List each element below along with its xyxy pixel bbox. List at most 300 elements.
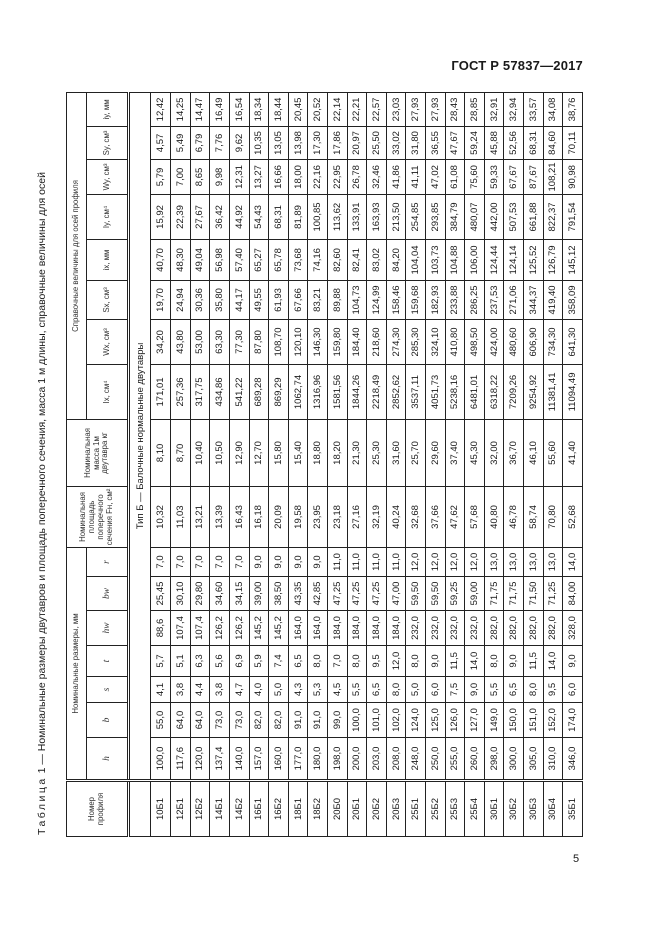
table-cell: 49,04 bbox=[190, 239, 210, 280]
table-cell: 13,27 bbox=[249, 159, 269, 194]
table-cell: 104,88 bbox=[445, 239, 465, 280]
table-cell: 4,3 bbox=[288, 677, 308, 703]
table-cell: 254,85 bbox=[406, 194, 426, 239]
table-cell: 255,0 bbox=[445, 738, 465, 781]
table-cell: 160,0 bbox=[269, 738, 289, 781]
table-cell: 822,37 bbox=[543, 194, 563, 239]
profile-number-cell: 30Б4 bbox=[543, 781, 563, 837]
table-cell: 34,20 bbox=[151, 319, 171, 364]
table-cell: 120,10 bbox=[288, 319, 308, 364]
table-cell: 54,43 bbox=[249, 194, 269, 239]
table-cell: 233,88 bbox=[445, 280, 465, 319]
table-cell: 6,3 bbox=[190, 646, 210, 677]
table-row bbox=[543, 92, 563, 836]
table-cell: 43,35 bbox=[288, 577, 308, 611]
table-cell: 87,67 bbox=[524, 159, 544, 194]
table-cell: 7,0 bbox=[210, 547, 230, 576]
page-number: 5 bbox=[573, 853, 580, 865]
table-cell: 606,90 bbox=[524, 319, 544, 364]
table-cell: 44,17 bbox=[229, 280, 249, 319]
table-cell: 107,4 bbox=[171, 611, 191, 646]
table-cell: 14,0 bbox=[563, 547, 583, 576]
table-cell: 1844,26 bbox=[347, 364, 367, 419]
table-cell: 67,66 bbox=[288, 280, 308, 319]
table-cell: 46,10 bbox=[524, 419, 544, 486]
profile-number-cell: 20Б1 bbox=[347, 781, 367, 837]
table-cell: 410,80 bbox=[445, 319, 465, 364]
table-cell: 36,42 bbox=[210, 194, 230, 239]
profile-number-cell: 18Б2 bbox=[308, 781, 328, 837]
header-sy: Sy, см³ bbox=[87, 126, 129, 159]
table-cell: 198,0 bbox=[327, 738, 347, 781]
table-cell: 82,60 bbox=[327, 239, 347, 280]
table-cell: 47,25 bbox=[347, 577, 367, 611]
table-cell: 14,25 bbox=[171, 92, 191, 126]
table-cell: 71,75 bbox=[504, 577, 524, 611]
table-cell: 64,0 bbox=[190, 703, 210, 738]
table-cell: 10,50 bbox=[210, 419, 230, 486]
table-cell: 47,62 bbox=[445, 486, 465, 547]
table-cell: 5,1 bbox=[171, 646, 191, 677]
table-cell: 27,93 bbox=[406, 92, 426, 126]
table-cell: 8,0 bbox=[484, 646, 504, 677]
table-cell: 55,60 bbox=[543, 419, 563, 486]
caption-prefix: Таблица bbox=[36, 776, 48, 835]
table-cell: 7,0 bbox=[190, 547, 210, 576]
table-cell: 480,07 bbox=[465, 194, 485, 239]
table-cell: 9,5 bbox=[367, 646, 387, 677]
header-wy: Wy, см³ bbox=[87, 159, 129, 194]
table-cell: 15,40 bbox=[288, 419, 308, 486]
table-cell: 36,55 bbox=[425, 126, 445, 159]
table-cell: 11,0 bbox=[367, 547, 387, 576]
table-cell: 47,02 bbox=[425, 159, 445, 194]
table-cell: 133,91 bbox=[347, 194, 367, 239]
table-cell: 8,0 bbox=[406, 646, 426, 677]
table-cell: 32,91 bbox=[484, 92, 504, 126]
table-cell: 52,56 bbox=[504, 126, 524, 159]
table-cell: 232,0 bbox=[425, 611, 445, 646]
table-cell: 250,0 bbox=[425, 738, 445, 781]
table-cell: 56,98 bbox=[210, 239, 230, 280]
table-cell: 100,85 bbox=[308, 194, 328, 239]
table-cell: 218,60 bbox=[367, 319, 387, 364]
table-cell: 285,30 bbox=[406, 319, 426, 364]
table-cell: 3537,11 bbox=[406, 364, 426, 419]
table-cell: 99,0 bbox=[327, 703, 347, 738]
table-cell: 22,21 bbox=[347, 92, 367, 126]
standard-id: ГОСТ Р 57837—2017 bbox=[451, 58, 583, 73]
table-cell: 82,0 bbox=[269, 703, 289, 738]
table-cell: 12,0 bbox=[465, 547, 485, 576]
table-cell: 11,5 bbox=[445, 646, 465, 677]
profile-number-cell: 14Б2 bbox=[229, 781, 249, 837]
table-cell: 1316,96 bbox=[308, 364, 328, 419]
table-cell: 67,67 bbox=[504, 159, 524, 194]
table-cell: 271,06 bbox=[504, 280, 524, 319]
table-cell: 174,0 bbox=[563, 703, 583, 738]
table-cell: 16,49 bbox=[210, 92, 230, 126]
table-cell: 305,0 bbox=[524, 738, 544, 781]
table-cell: 46,78 bbox=[504, 486, 524, 547]
table-cell: 12,0 bbox=[445, 547, 465, 576]
table-cell: 37,40 bbox=[445, 419, 465, 486]
table-cell: 13,0 bbox=[504, 547, 524, 576]
table-cell: 89,88 bbox=[327, 280, 347, 319]
table-cell: 232,0 bbox=[445, 611, 465, 646]
table-cell: 11,0 bbox=[347, 547, 367, 576]
table-cell: 126,2 bbox=[210, 611, 230, 646]
table-cell: 282,0 bbox=[484, 611, 504, 646]
table-cell: 9,0 bbox=[249, 547, 269, 576]
table-cell: 4,5 bbox=[327, 677, 347, 703]
table-cell: 8,0 bbox=[386, 677, 406, 703]
table-cell: 6,5 bbox=[504, 677, 524, 703]
table-cell: 257,36 bbox=[171, 364, 191, 419]
table-cell: 126,79 bbox=[543, 239, 563, 280]
table-cell: 124,14 bbox=[504, 239, 524, 280]
table-cell: 22,95 bbox=[327, 159, 347, 194]
table-cell: 22,14 bbox=[327, 92, 347, 126]
header-reference-values: Справочные величины для осей профиля bbox=[67, 92, 87, 419]
table-cell: 28,43 bbox=[445, 92, 465, 126]
header-nominal-dimensions: Номинальные размеры, мм bbox=[67, 547, 87, 780]
table-cell: 10,40 bbox=[190, 419, 210, 486]
table-cell: 7,5 bbox=[445, 677, 465, 703]
table-cell: 14,47 bbox=[190, 92, 210, 126]
table-cell: 70,11 bbox=[563, 126, 583, 159]
table-row bbox=[347, 92, 367, 836]
table-cell: 286,25 bbox=[465, 280, 485, 319]
table-cell: 150,0 bbox=[504, 703, 524, 738]
table-cell: 84,00 bbox=[563, 577, 583, 611]
type-row bbox=[129, 92, 151, 836]
table-cell: 177,0 bbox=[288, 738, 308, 781]
table-cell: 137,4 bbox=[210, 738, 230, 781]
table-cell: 9,98 bbox=[210, 159, 230, 194]
table-cell: 90,98 bbox=[563, 159, 583, 194]
table-cell: 298,0 bbox=[484, 738, 504, 781]
table-cell: 81,89 bbox=[288, 194, 308, 239]
table-cell: 13,0 bbox=[524, 547, 544, 576]
table-row bbox=[445, 92, 465, 836]
type-label: Тип Б — Балочные нормальные двутавры bbox=[129, 92, 151, 780]
table-cell: 300,0 bbox=[504, 738, 524, 781]
table-cell: 47,67 bbox=[445, 126, 465, 159]
table-cell: 65,78 bbox=[269, 239, 289, 280]
table-cell: 68,31 bbox=[269, 194, 289, 239]
table-cell: 57,40 bbox=[229, 239, 249, 280]
table-cell: 11,03 bbox=[171, 486, 191, 547]
table-cell: 104,04 bbox=[406, 239, 426, 280]
table-cell: 498,50 bbox=[465, 319, 485, 364]
table-cell: 127,0 bbox=[465, 703, 485, 738]
table-cell: 23,18 bbox=[327, 486, 347, 547]
table-cell: 91,0 bbox=[308, 703, 328, 738]
profile-number-cell: 20Б2 bbox=[367, 781, 387, 837]
table-cell: 358,09 bbox=[563, 280, 583, 319]
table-cell: 71,50 bbox=[524, 577, 544, 611]
table-cell: 40,80 bbox=[484, 486, 504, 547]
table-row bbox=[171, 92, 191, 836]
table-cell: 310,0 bbox=[543, 738, 563, 781]
table-cell: 37,66 bbox=[425, 486, 445, 547]
table-cell: 4,4 bbox=[190, 677, 210, 703]
table-cell: 26,78 bbox=[347, 159, 367, 194]
table-cell: 20,45 bbox=[288, 92, 308, 126]
table-cell: 4,0 bbox=[249, 677, 269, 703]
header-iy-moment: Iy, см⁴ bbox=[87, 194, 129, 239]
table-cell: 14,0 bbox=[543, 646, 563, 677]
table-cell: 59,25 bbox=[445, 577, 465, 611]
table-cell: 73,0 bbox=[210, 703, 230, 738]
table-cell: 124,0 bbox=[406, 703, 426, 738]
table-cell: 7,0 bbox=[171, 547, 191, 576]
table-cell: 182,93 bbox=[425, 280, 445, 319]
table-cell: 38,50 bbox=[269, 577, 289, 611]
table-cell: 12,42 bbox=[151, 92, 171, 126]
profile-number-cell: 30Б2 bbox=[504, 781, 524, 837]
table-cell: 171,01 bbox=[151, 364, 171, 419]
table-cell: 32,00 bbox=[484, 419, 504, 486]
table-row bbox=[249, 92, 269, 836]
table-cell: 126,2 bbox=[229, 611, 249, 646]
table-cell: 9,0 bbox=[563, 646, 583, 677]
table-cell: 248,0 bbox=[406, 738, 426, 781]
table-cell: 7,76 bbox=[210, 126, 230, 159]
table-cell: 106,00 bbox=[465, 239, 485, 280]
table-cell: 9,0 bbox=[504, 646, 524, 677]
table-cell: 346,0 bbox=[563, 738, 583, 781]
table-cell: 47,00 bbox=[386, 577, 406, 611]
table-cell: 9,0 bbox=[288, 547, 308, 576]
table-cell: 324,10 bbox=[425, 319, 445, 364]
table-row bbox=[425, 92, 445, 836]
table-cell: 12,0 bbox=[406, 547, 426, 576]
table-cell: 282,0 bbox=[524, 611, 544, 646]
table-cell: 11,0 bbox=[386, 547, 406, 576]
table-cell: 18,34 bbox=[249, 92, 269, 126]
table-cell: 2852,62 bbox=[386, 364, 406, 419]
table-cell: 13,0 bbox=[484, 547, 504, 576]
table-cell: 6481,01 bbox=[465, 364, 485, 419]
table-cell: 3,8 bbox=[210, 677, 230, 703]
table-cell: 7,00 bbox=[171, 159, 191, 194]
table-cell: 384,79 bbox=[445, 194, 465, 239]
table-cell: 44,92 bbox=[229, 194, 249, 239]
table-cell: 84,20 bbox=[386, 239, 406, 280]
table-cell: 6,5 bbox=[367, 677, 387, 703]
table-cell: 184,0 bbox=[347, 611, 367, 646]
table-cell: 5,3 bbox=[308, 677, 328, 703]
table-cell: 689,28 bbox=[249, 364, 269, 419]
profile-number-cell: 35Б1 bbox=[563, 781, 583, 837]
table-cell: 213,50 bbox=[386, 194, 406, 239]
table-cell: 39,00 bbox=[249, 577, 269, 611]
table-cell: 38,76 bbox=[563, 92, 583, 126]
table-cell: 152,0 bbox=[543, 703, 563, 738]
header-iy-radius: iy, мм bbox=[87, 92, 129, 126]
profile-number-cell: 25Б3 bbox=[445, 781, 465, 837]
table-cell: 45,88 bbox=[484, 126, 504, 159]
table-cell: 64,0 bbox=[171, 703, 191, 738]
table-cell: 74,16 bbox=[308, 239, 328, 280]
table-cell: 344,37 bbox=[524, 280, 544, 319]
table-cell: 5,9 bbox=[249, 646, 269, 677]
profile-number-cell: 20Б3 bbox=[386, 781, 406, 837]
table-cell: 328,0 bbox=[563, 611, 583, 646]
table-cell: 163,93 bbox=[367, 194, 387, 239]
profile-number-cell: 10Б1 bbox=[151, 781, 171, 837]
table-cell: 59,24 bbox=[465, 126, 485, 159]
table-cell: 7,4 bbox=[269, 646, 289, 677]
table-cell: 1581,56 bbox=[327, 364, 347, 419]
table-cell: 41,86 bbox=[386, 159, 406, 194]
table-cell: 33,02 bbox=[386, 126, 406, 159]
header-r: r bbox=[87, 547, 129, 576]
table-cell: 16,43 bbox=[229, 486, 249, 547]
table-row bbox=[151, 92, 171, 836]
table-cell: 13,0 bbox=[543, 547, 563, 576]
table-body bbox=[129, 92, 583, 836]
table-cell: 661,88 bbox=[524, 194, 544, 239]
table-cell: 61,08 bbox=[445, 159, 465, 194]
table-cell: 59,33 bbox=[484, 159, 504, 194]
table-cell: 8,0 bbox=[347, 646, 367, 677]
table-cell: 55,0 bbox=[151, 703, 171, 738]
table-cell: 107,4 bbox=[190, 611, 210, 646]
table-cell: 12,31 bbox=[229, 159, 249, 194]
table-cell: 5,5 bbox=[484, 677, 504, 703]
table-cell: 19,58 bbox=[288, 486, 308, 547]
table-cell: 145,2 bbox=[269, 611, 289, 646]
table-cell: 21,30 bbox=[347, 419, 367, 486]
header-profile-number: Номер профиля bbox=[67, 781, 129, 837]
profile-number-cell: 18Б1 bbox=[288, 781, 308, 837]
table-cell: 63,30 bbox=[210, 319, 230, 364]
table-cell: 13,21 bbox=[190, 486, 210, 547]
table-cell: 32,94 bbox=[504, 92, 524, 126]
table-row bbox=[210, 92, 230, 836]
table-cell: 100,0 bbox=[347, 703, 367, 738]
table-cell: 1062,74 bbox=[288, 364, 308, 419]
table-cell: 18,20 bbox=[327, 419, 347, 486]
table-cell: 32,46 bbox=[367, 159, 387, 194]
table-cell: 65,27 bbox=[249, 239, 269, 280]
table-cell: 12,0 bbox=[425, 547, 445, 576]
table-cell: 83,21 bbox=[308, 280, 328, 319]
table-cell: 5238,16 bbox=[445, 364, 465, 419]
table-cell: 27,67 bbox=[190, 194, 210, 239]
table-cell: 22,39 bbox=[171, 194, 191, 239]
table-cell: 47,25 bbox=[367, 577, 387, 611]
table-cell: 293,85 bbox=[425, 194, 445, 239]
table-cell: 20,52 bbox=[308, 92, 328, 126]
table-cell: 71,75 bbox=[484, 577, 504, 611]
table-cell: 8,0 bbox=[524, 677, 544, 703]
table-cell: 9,0 bbox=[308, 547, 328, 576]
table-cell: 4,7 bbox=[229, 677, 249, 703]
table-cell: 869,29 bbox=[269, 364, 289, 419]
table-cell: 9,62 bbox=[229, 126, 249, 159]
table-cell: 52,68 bbox=[563, 486, 583, 547]
table-cell: 40,70 bbox=[151, 239, 171, 280]
beam-dimensions-table bbox=[66, 92, 583, 837]
table-cell: 48,30 bbox=[171, 239, 191, 280]
table-cell: 41,11 bbox=[406, 159, 426, 194]
table-cell: 31,80 bbox=[406, 126, 426, 159]
caption-text: 1 — Номинальные размеры двутавров и площадь поперечного сечения, масса 1 м длины, справочные величины для осей bbox=[36, 172, 48, 777]
table-cell: 102,0 bbox=[386, 703, 406, 738]
table-cell: 88,6 bbox=[151, 611, 171, 646]
table-cell: 126,0 bbox=[445, 703, 465, 738]
table-cell: 2218,49 bbox=[367, 364, 387, 419]
table-cell: 32,68 bbox=[406, 486, 426, 547]
table-cell: 59,50 bbox=[425, 577, 445, 611]
table-cell: 125,0 bbox=[425, 703, 445, 738]
table-cell: 8,10 bbox=[151, 419, 171, 486]
table-cell: 45,30 bbox=[465, 419, 485, 486]
table-cell: 442,00 bbox=[484, 194, 504, 239]
table-cell: 164,0 bbox=[308, 611, 328, 646]
table-cell: 71,25 bbox=[543, 577, 563, 611]
table-cell: 104,73 bbox=[347, 280, 367, 319]
table-cell: 57,68 bbox=[465, 486, 485, 547]
table-cell: 18,00 bbox=[288, 159, 308, 194]
profile-number-cell: 12Б2 bbox=[190, 781, 210, 837]
table-cell: 22,16 bbox=[308, 159, 328, 194]
table-cell: 10,32 bbox=[151, 486, 171, 547]
profile-number-cell: 30Б1 bbox=[484, 781, 504, 837]
table-cell: 7,0 bbox=[151, 547, 171, 576]
table-cell: 29,80 bbox=[190, 577, 210, 611]
table-cell: 16,18 bbox=[249, 486, 269, 547]
table-cell: 232,0 bbox=[465, 611, 485, 646]
profile-number-cell: 16Б1 bbox=[249, 781, 269, 837]
table-cell: 164,0 bbox=[288, 611, 308, 646]
table-cell: 419,40 bbox=[543, 280, 563, 319]
table-cell: 18,44 bbox=[269, 92, 289, 126]
table-cell: 28,85 bbox=[465, 92, 485, 126]
table-cell: 159,80 bbox=[327, 319, 347, 364]
table-cell: 36,70 bbox=[504, 419, 524, 486]
table-cell: 12,0 bbox=[386, 646, 406, 677]
table-cell: 8,65 bbox=[190, 159, 210, 194]
table-cell: 4,1 bbox=[151, 677, 171, 703]
table-cell: 20,09 bbox=[269, 486, 289, 547]
table-cell: 184,0 bbox=[367, 611, 387, 646]
table-cell: 91,0 bbox=[288, 703, 308, 738]
table-cell: 25,50 bbox=[367, 126, 387, 159]
table-cell: 11094,49 bbox=[563, 364, 583, 419]
table-cell: 158,46 bbox=[386, 280, 406, 319]
table-cell: 15,80 bbox=[269, 419, 289, 486]
header-wx: Wx, см³ bbox=[87, 319, 129, 364]
table-cell: 203,0 bbox=[367, 738, 387, 781]
table-cell: 34,08 bbox=[543, 92, 563, 126]
table-cell: 282,0 bbox=[543, 611, 563, 646]
table-cell: 507,53 bbox=[504, 194, 524, 239]
table-cell: 791,54 bbox=[563, 194, 583, 239]
header-b: b bbox=[87, 703, 129, 738]
table-cell: 5,0 bbox=[269, 677, 289, 703]
table-cell: 184,0 bbox=[327, 611, 347, 646]
beam-dimensions-table-container bbox=[66, 93, 583, 837]
table-cell: 24,94 bbox=[171, 280, 191, 319]
table-cell: 734,30 bbox=[543, 319, 563, 364]
table-cell: 40,24 bbox=[386, 486, 406, 547]
profile-number-cell: 30Б3 bbox=[524, 781, 544, 837]
